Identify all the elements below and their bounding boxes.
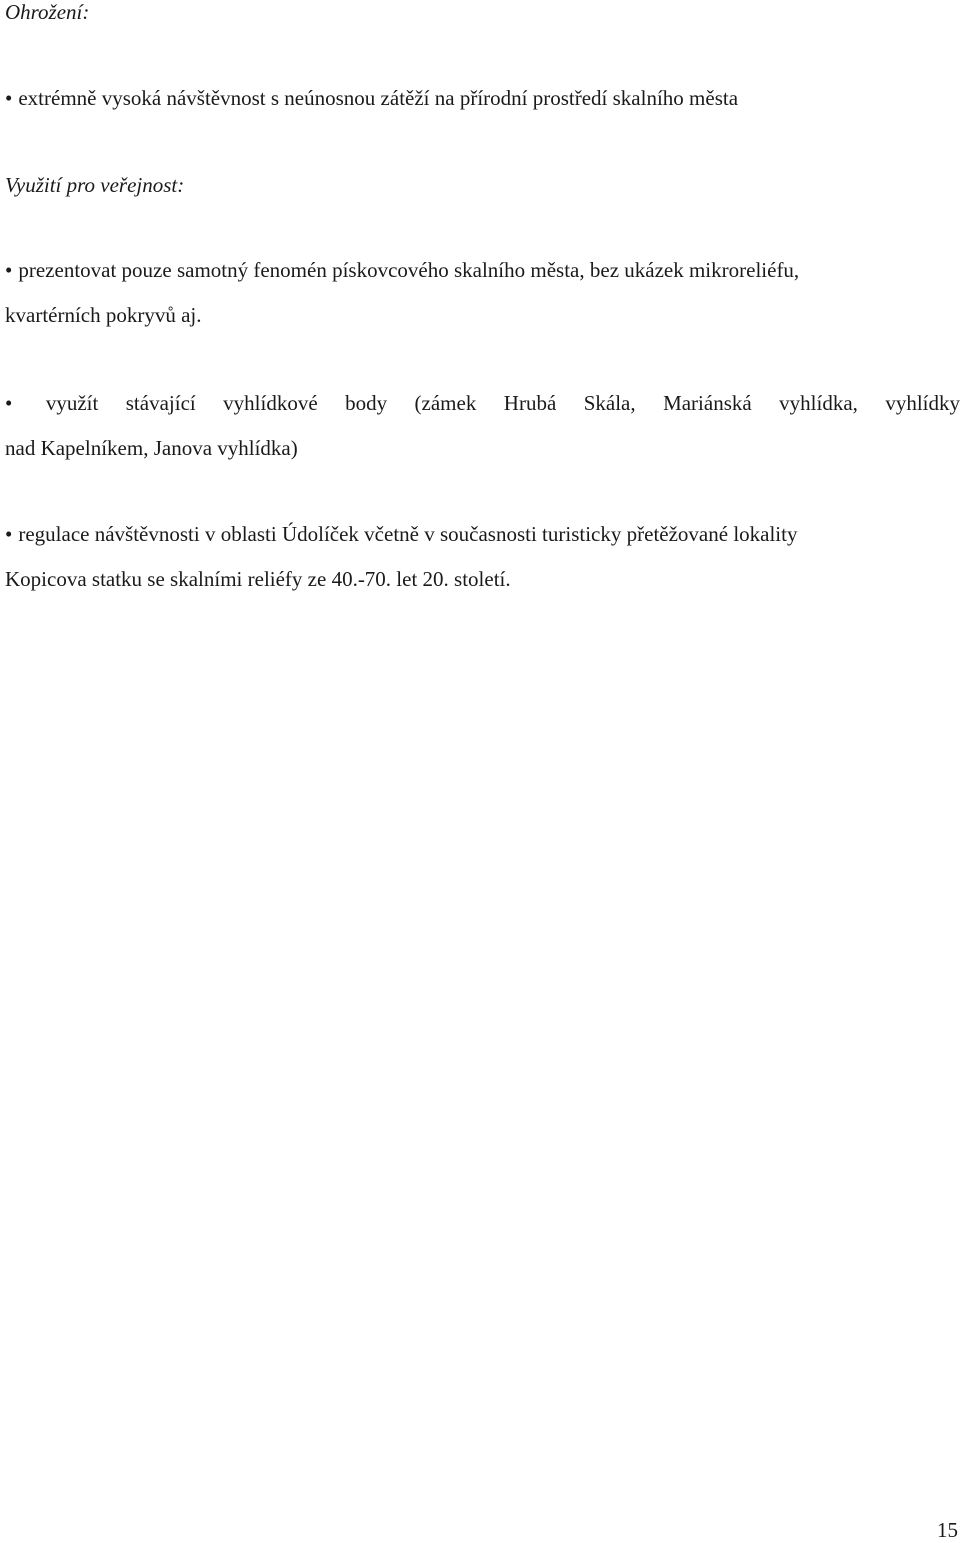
threats-list-item [5,76,960,121]
list-line-continuation: Kopicova statku se skalními reliéfy ze 40.-70. let 20. století. [5,567,511,591]
list-item-text: extrémně vysoká návštěvnost s neúnosnou zátěží na přírodní prostředí skalního města [18,86,739,110]
list-item-text: využít stávající vyhlídkové body (zámek Hrubá Skála, Mariánská vyhlídka, vyhlídky [45,391,960,415]
threats-heading: Ohrožení: [5,0,90,24]
page-number: 15 [937,1518,958,1542]
bullet-icon: • [5,391,13,415]
list-line [5,381,960,426]
bullet-icon: • [5,522,13,546]
public-use-heading: Využití pro veřejnost: [5,173,185,197]
list-item-text: prezentovat pouze samotný fenomén pískovcového skalního města, bez ukázek mikroreliéfu, [18,258,800,282]
bullet-icon: • [5,86,13,110]
list-item-text: regulace návštěvnosti v oblasti Údolíček včetně v současnosti turisticky přetěžované lokality [18,522,798,546]
list-line [5,76,960,121]
public-use-list-item [5,248,960,338]
public-use-list-item [5,512,960,602]
list-line-continuation: nad Kapelníkem, Janova vyhlídka) [5,436,298,460]
list-line [5,512,960,557]
public-use-list-item [5,381,960,471]
list-line-continuation: kvartérních pokryvů aj. [5,303,202,327]
list-line [5,248,960,293]
bullet-icon: • [5,258,13,282]
